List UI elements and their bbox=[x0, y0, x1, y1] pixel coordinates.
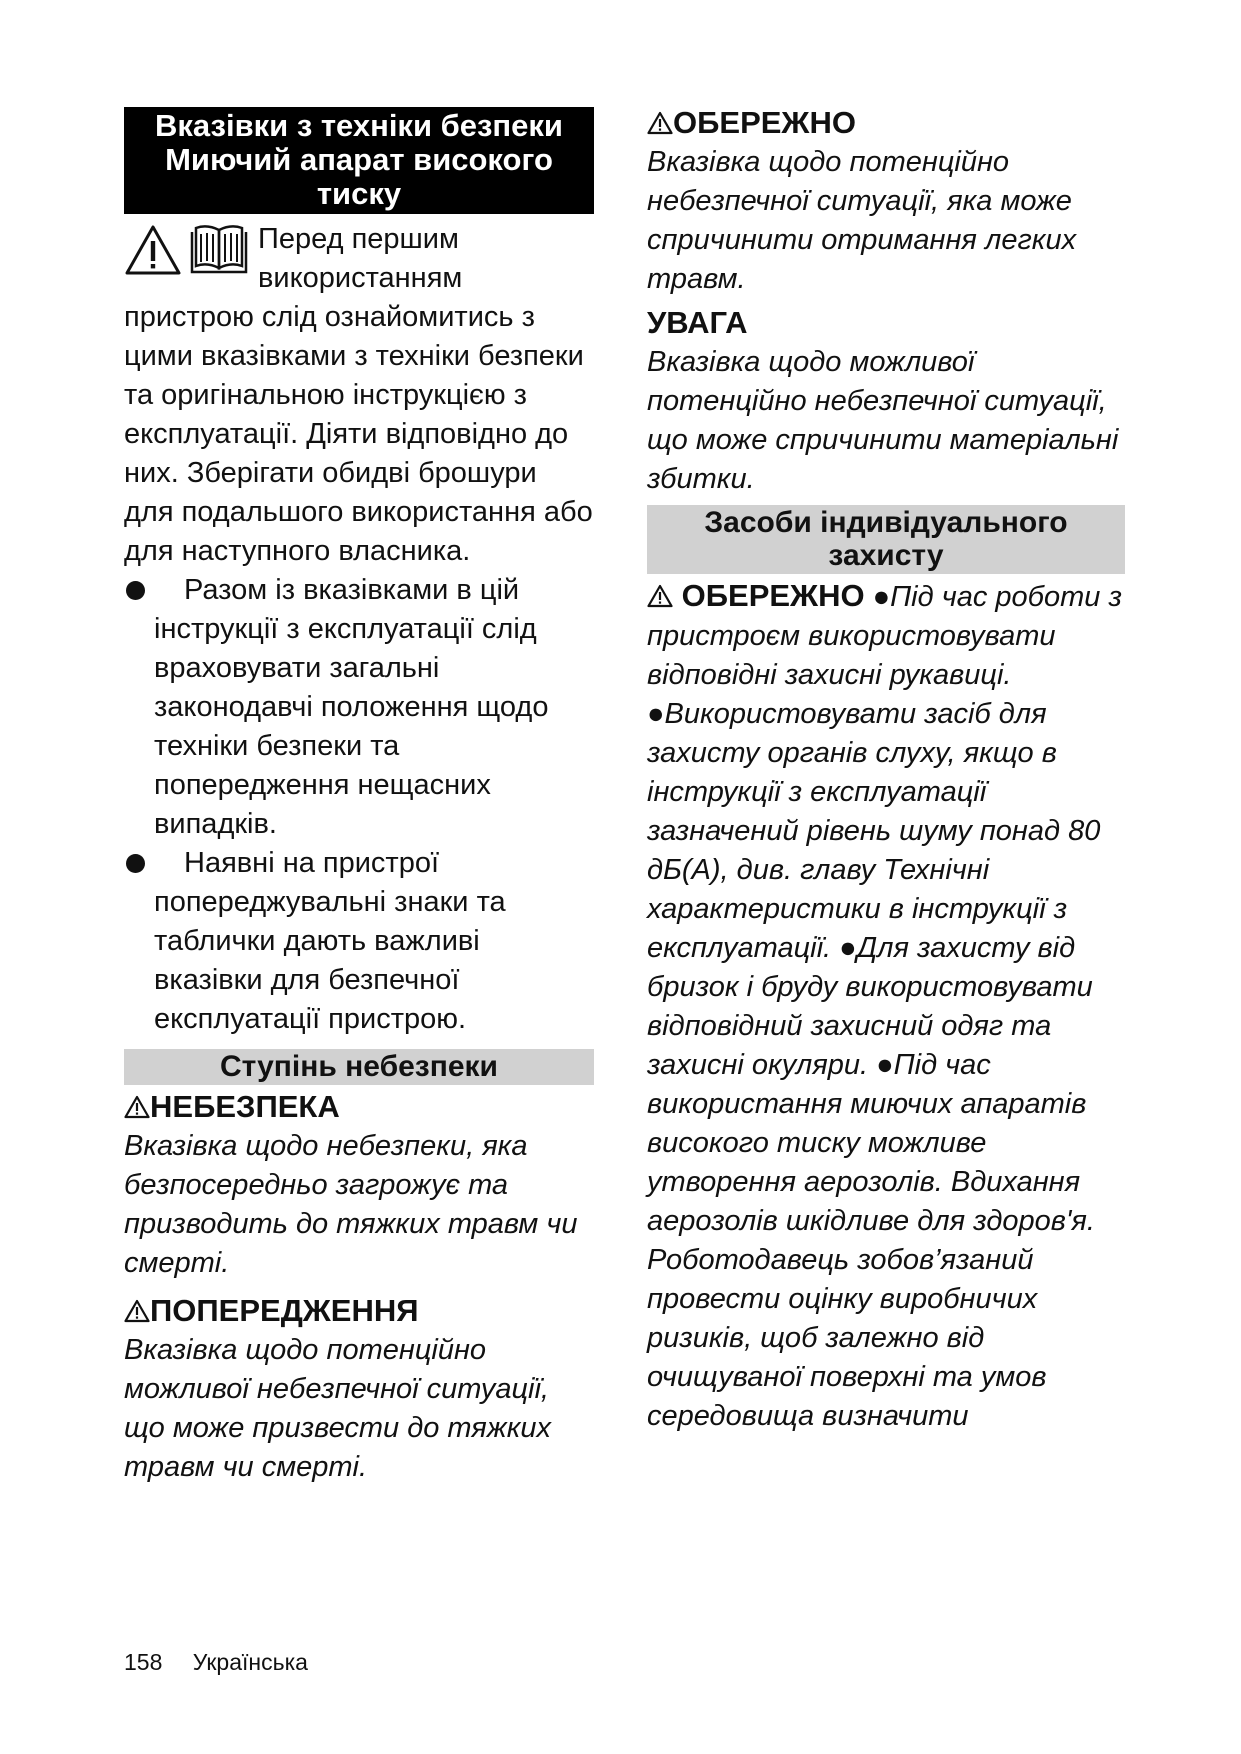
hazard-level-banner: Ступінь небезпеки bbox=[124, 1049, 594, 1085]
ppe-item: Для захисту від бризок і бруду використовувати відповідний захисний одяг та захисні окуляри. bbox=[647, 932, 1093, 1081]
warning-triangle-icon bbox=[647, 111, 673, 135]
caution-text: Вказівка щодо потенційно небезпечної ситуації, яка може спричинити отримання легких травм. bbox=[647, 146, 1077, 295]
bullet-dot-icon bbox=[126, 854, 145, 873]
page-number: 158 bbox=[124, 1649, 163, 1675]
bullet-dot-icon: ● bbox=[872, 581, 891, 613]
attention-heading: УВАГА bbox=[647, 305, 748, 340]
bullet-dot-icon: ● bbox=[647, 698, 665, 730]
left-column bbox=[124, 107, 594, 1487]
bullet-item: Разом із вказівками в цій інструкції з експлуатації слід враховувати загальні законодавчі положення щодо техніки безпеки та попередження нещасних випадків. bbox=[124, 571, 594, 844]
ppe-item: Під час використання миючих апаратів високого тиску можливе утворення аерозолів. Вдихання аерозолів шкідливе для здоров'я. bbox=[647, 1049, 1095, 1237]
bullet-dot-icon: ● bbox=[876, 1049, 894, 1081]
employer-text: Роботодавець зобов’язаний провести оцінку виробничих ризиків, щоб залежно від очищуваної поверхні та умов середовища визначити bbox=[647, 1244, 1047, 1432]
attention-text: Вказівка щодо можливої потенційно небезпечної ситуації, що може спричинити матеріальні збитки. bbox=[647, 346, 1119, 495]
warning-triangle-icon bbox=[124, 224, 182, 276]
ppe-banner: Засоби індивідуального захисту bbox=[647, 505, 1125, 574]
ppe-caution-heading: ОБЕРЕЖНО bbox=[681, 578, 865, 613]
ppe-text bbox=[647, 576, 1125, 1436]
ppe-item: Використовувати засіб для захисту органів слуху, якщо в інструкції з експлуатації зазначений рівень шуму понад 80 дБ(А), див. главу Технічні характеристики в інструкції з експлуатації. bbox=[647, 698, 1101, 964]
safety-title-banner: Вказівки з техніки безпеки Миючий апарат високого тиску bbox=[124, 107, 594, 214]
bullet-dot-icon: ● bbox=[839, 932, 857, 964]
ppe-item: Під час роботи з пристроєм використовувати відповідні захисні рукавиці. bbox=[647, 581, 1122, 691]
intro-text: Перед першим використанням пристрою слід ознайомитись з цими вказівками з техніки безпеки та оригінальною інструкцією з експлуатації. Діяти відповідно до них. Зберігати обидві брошури для подальшого використання або для наступного власника. bbox=[124, 223, 593, 567]
caution-heading: ОБЕРЕЖНО bbox=[647, 103, 1125, 143]
warning-triangle-icon bbox=[124, 1299, 150, 1323]
warning-heading: ПОПЕРЕДЖЕННЯ bbox=[124, 1291, 594, 1331]
bullet-dot-icon bbox=[126, 581, 145, 600]
warning-triangle-icon bbox=[124, 1095, 150, 1119]
bullet-item: Наявні на пристрої попереджувальні знаки та таблички дають важливі вказівки для безпечної експлуатації пристрою. bbox=[124, 844, 594, 1039]
page-footer bbox=[124, 1648, 308, 1676]
danger-text: Вказівка щодо небезпеки, яка безпосередньо загрожує та призводить до тяжких травм чи смерті. bbox=[124, 1130, 578, 1279]
intro-block bbox=[124, 220, 594, 571]
warning-triangle-icon bbox=[647, 584, 673, 608]
manual-book-icon bbox=[188, 224, 250, 276]
warning-text: Вказівка щодо потенційно можливої небезпечної ситуації, що може призвести до тяжких травм чи смерті. bbox=[124, 1334, 552, 1483]
right-column bbox=[647, 107, 1125, 1436]
intro-icons bbox=[124, 224, 250, 276]
danger-heading: НЕБЕЗПЕКА bbox=[124, 1087, 594, 1127]
footer-language: Українська bbox=[192, 1649, 308, 1675]
